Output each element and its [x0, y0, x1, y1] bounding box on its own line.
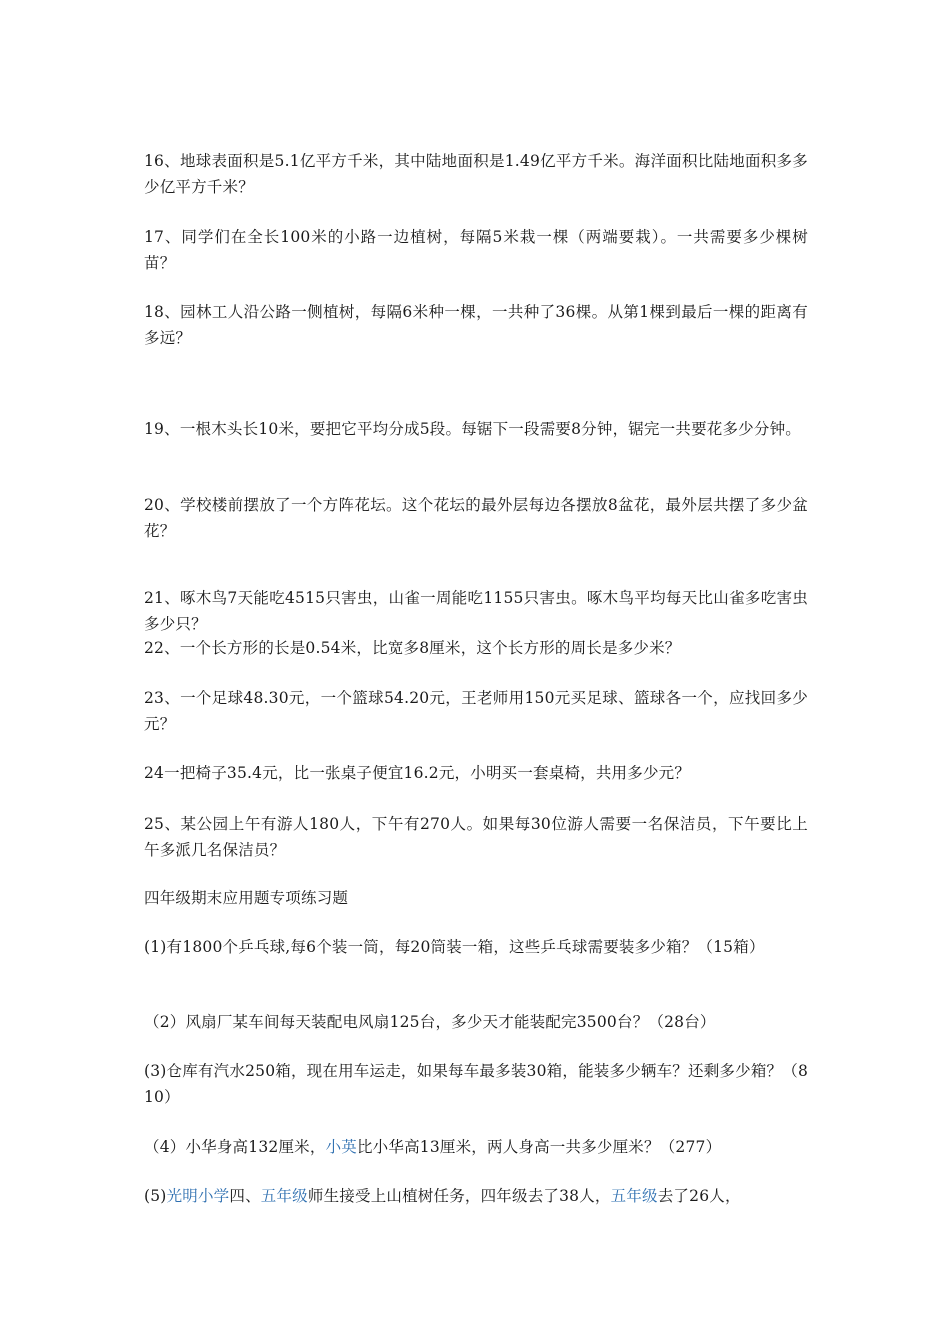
exercise-4-text-b: 比小华高13厘米，两人身高一共多少厘米？（277）	[356, 1138, 722, 1156]
exercise-5-text-b: 四、	[229, 1187, 261, 1205]
problem-18: 18、园林工人沿公路一侧植树，每隔6米种一棵，一共种了36棵。从第1棵到最后一棵的距离有多远？	[144, 303, 808, 347]
problem-17: 17、同学们在全长100米的小路一边植树，每隔5米栽一棵（两端要栽）。一共需要多少棵树苗？	[144, 228, 808, 272]
link-grade-five[interactable]: 五年级	[260, 1187, 308, 1205]
problem-23: 23、一个足球48.30元，一个篮球54.20元，王老师用150元买足球、篮球各一个，应找回多少元？	[144, 689, 808, 733]
problem-16: 16、地球表面积是5.1亿平方千米，其中陆地面积是1.49亿平方千米。海洋面积比陆地面积多多少亿平方千米？	[144, 152, 808, 196]
link-grade-five-2[interactable]: 五年级	[610, 1187, 658, 1205]
exercise-2: （2）风扇厂某车间每天装配电风扇125台，多少天才能装配完3500台？（28台）	[144, 1013, 716, 1031]
problem-21: 21、啄木鸟7天能吃4515只害虫，山雀一周能吃1155只害虫。啄木鸟平均每天比山雀多吃害虫多少只？	[144, 589, 808, 633]
problem-24: 24一把椅子35.4元，比一张桌子便宜16.2元，小明买一套桌椅，共用多少元？	[144, 764, 691, 782]
exercise-5-text-d: 去了26人，	[657, 1187, 741, 1205]
exercise-5-text-a: (5)	[144, 1187, 167, 1205]
exercise-4	[144, 1134, 808, 1160]
problem-22: 22、一个长方形的长是0.54米，比宽多8厘米，这个长方形的周长是多少米？	[144, 639, 681, 657]
link-guangming-school[interactable]: 光明小学	[166, 1187, 230, 1205]
link-xiaoying[interactable]: 小英	[325, 1138, 357, 1156]
problem-25: 25、某公园上午有游人180人，下午有270人。如果每30位游人需要一名保洁员，下午要比上午多派几名保洁员？	[144, 815, 808, 859]
problem-20: 20、学校楼前摆放了一个方阵花坛。这个花坛的最外层每边各摆放8盆花，最外层共摆了多少盆花？	[144, 496, 808, 540]
exercise-1: (1)有1800个乒乓球,每6个装一筒，每20筒装一箱，这些乒乓球需要装多少箱？（15箱）	[144, 938, 765, 956]
section-title: 四年级期末应用题专项练习题	[144, 889, 349, 907]
exercise-3: (3)仓库有汽水250箱，现在用车运走，如果每车最多装30箱，能装多少辆车？还剩多少箱？（8 10）	[144, 1062, 829, 1106]
problem-19: 19、一根木头长10米，要把它平均分成5段。每锯下一段需要8分钟，锯完一共要花多少分钟。	[144, 420, 801, 438]
exercise-5	[144, 1183, 808, 1209]
exercise-5-text-c: 师生接受上山植树任务，四年级去了38人，	[307, 1187, 611, 1205]
exercise-4-text-a: （4）小华身高132厘米，	[144, 1138, 326, 1156]
